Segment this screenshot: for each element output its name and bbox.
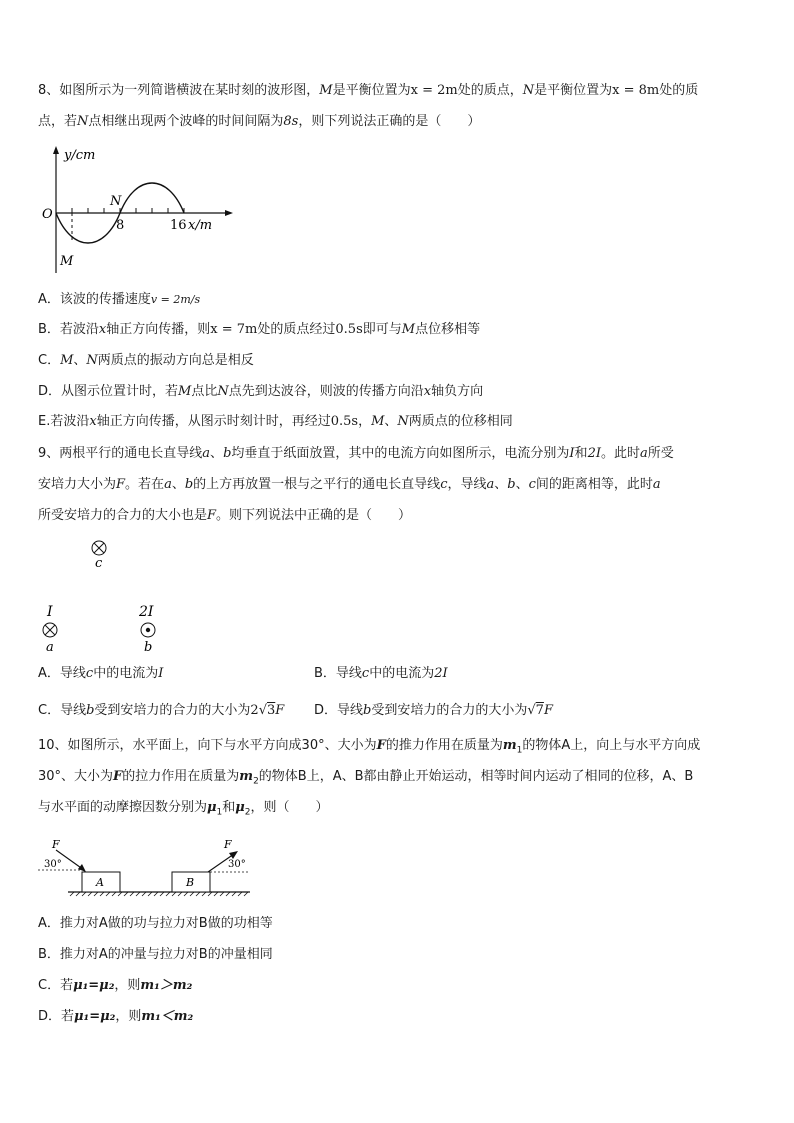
force-a-arrowhead-icon	[78, 864, 86, 872]
q9-option-b[interactable]: B．导线c中的电流为2I	[314, 666, 448, 681]
wire-b-label: b	[144, 640, 153, 655]
sqrt-sign-icon: √	[258, 703, 267, 718]
q10-option-c[interactable]: C．若μ₁=μ₂，则m₁＞m₂	[38, 978, 193, 993]
q8-option-e[interactable]: E.若波沿x轴正方向传播，从图示时刻计时，再经过0.5s，M、N两质点的位移相同	[38, 414, 513, 429]
q8-option-a[interactable]: A．该波的传播速度v = 2m/s	[38, 292, 201, 307]
q10-stem-line-1: 10、如图所示，水平面上，向下与水平方向成30°、大小为F的推力作用在质量为$m_1$的物体A上，向上与水平方向成	[38, 738, 701, 756]
force-a-label: F	[52, 838, 60, 851]
q9-stem-line-3: 所受安培力的合力的大小也是F。则下列说法中正确的是（ ）	[38, 508, 412, 523]
wire-a-into-page-icon	[43, 623, 57, 637]
q9-option-d[interactable]: D．导线b受到安培力的合力的大小为√7F	[314, 703, 553, 718]
q10-stem-line-2: 30°、大小为F的拉力作用在质量为$m_2$的物体B上，A、B都由静止开始运动，相等时间内运动了相同的位移，A、B	[38, 769, 694, 787]
q10-stem-line-3: 与水平面的动摩擦因数分别为$\mu_1$和$\mu_2$，则（ ）	[38, 800, 329, 818]
q8-wave-figure	[38, 143, 238, 278]
q10-option-d[interactable]: D．若μ₁=μ₂，则m₁＜m₂	[38, 1009, 194, 1024]
q8-origin-label: O	[42, 207, 53, 222]
block-a-label: A	[96, 876, 104, 889]
wire-b-out-of-page-icon	[141, 623, 155, 637]
q8-option-c[interactable]: C．M、N两质点的振动方向总是相反	[38, 353, 254, 368]
q8-y-arrow-icon	[53, 146, 59, 154]
q10-blocks-figure	[38, 836, 268, 900]
q8-x-arrow-icon	[225, 210, 233, 216]
force-b-angle-label: 30°	[228, 859, 246, 870]
q8-stem-line-2: 点，若N点相继出现两个波峰的时间间隔为8s，则下列说法正确的是（ ）	[38, 114, 481, 129]
block-b-label: B	[186, 876, 195, 889]
q8-x-ticks	[72, 208, 184, 213]
q8-tick-16-label: 16	[170, 218, 187, 233]
force-a-angle-label: 30°	[44, 859, 62, 870]
q8-y-label: y/cm	[64, 148, 96, 163]
q9-option-c[interactable]: C．导线b受到安培力的合力的大小为2√3F	[38, 703, 285, 718]
sqrt-sign-icon: √	[527, 703, 536, 718]
q8-tick-8-label: 8	[116, 218, 125, 233]
wire-c-into-page-icon	[92, 541, 106, 555]
force-b-arrowhead-icon	[229, 851, 238, 859]
q10-option-b[interactable]: B．推力对A的冲量与拉力对B的冲量相同	[38, 947, 273, 962]
q10-option-a[interactable]: A．推力对A做的功与拉力对B做的功相等	[38, 916, 273, 931]
wire-b-current-label: 2I	[139, 604, 154, 620]
q8-option-b[interactable]: B．若波沿x轴正方向传播，则x = 7m处的质点经过0.5s即可与M点位移相等	[38, 322, 481, 337]
q8-point-m-label: M	[60, 254, 74, 269]
wire-a-current-label: I	[47, 604, 53, 620]
q9-wires-figure	[38, 535, 178, 660]
q8-option-d[interactable]: D．从图示位置计时，若M点比N点先到达波谷，则波的传播方向沿x轴负方向	[38, 384, 484, 399]
q9-stem-line-2: 安培力大小为F。若在a、b的上方再放置一根与之平行的通电长直导线c，导线a、b、c间的距离相等，此时a	[38, 477, 661, 492]
q8-x-label: x/m	[188, 218, 213, 233]
q9-stem-line-1: 9、两根平行的通电长直导线a、b均垂直于纸面放置，其中的电流方向如图所示，电流分别为I和2I。此时a所受	[38, 446, 674, 461]
force-b-label: F	[224, 838, 232, 851]
q9-option-a[interactable]: A．导线c中的电流为I	[38, 666, 164, 681]
wire-a-label: a	[46, 640, 54, 655]
q8-point-n-label: N	[110, 194, 122, 209]
wire-c-label: c	[95, 556, 103, 571]
q8-stem-line-1: 8、如图所示为一列简谐横波在某时刻的波形图，M是平衡位置为x = 2m处的质点，N是平衡位置为x = 8m处的质	[38, 83, 699, 98]
